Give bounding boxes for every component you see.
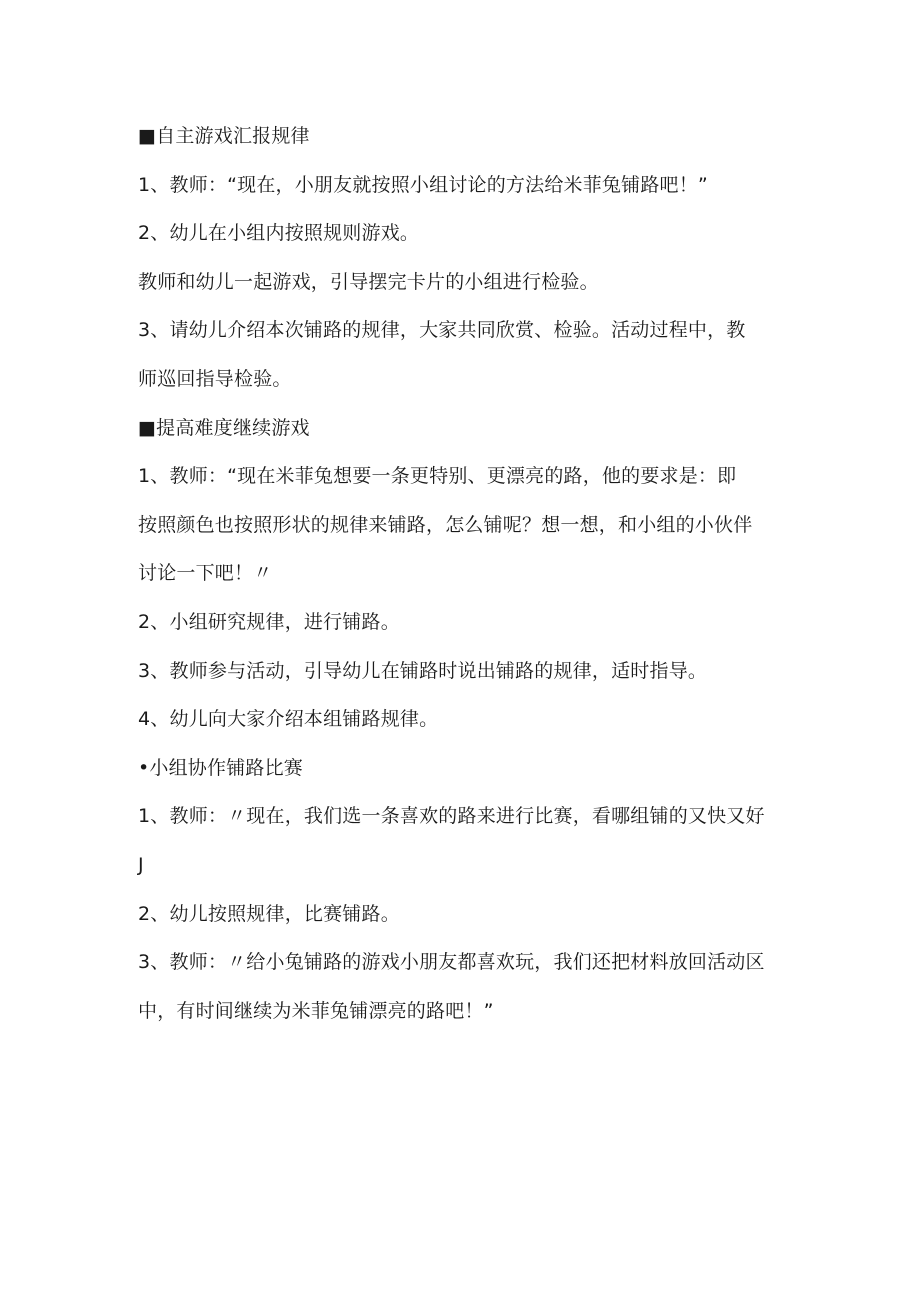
step-1-competition-instruction: 1、教师：〃现在，我们选一条喜欢的路来进行比赛，看哪组铺的又快又好 xyxy=(138,805,765,828)
step-1-teacher-request: 1、教师：“现在米菲兔想要一条更特别、更漂亮的路，他的要求是：即 xyxy=(138,465,737,488)
section-heading-increase-difficulty: ■提高难度继续游戏 xyxy=(138,416,310,439)
teacher-guidance-text: 教师和幼儿一起游戏，引导摆完卡片的小组进行检验。 xyxy=(138,270,599,293)
section-heading-autonomous-game: ■自主游戏汇报规律 xyxy=(138,125,310,147)
step-2-competition: 2、幼儿按照规律，比赛铺路。 xyxy=(138,902,400,925)
step-3-closing-remarks: 3、教师：〃给小兔铺路的游戏小朋友都喜欢玩，我们还把材料放回活动区 xyxy=(138,951,765,974)
step-3-continuation: 师巡回指导检验。 xyxy=(138,367,292,390)
step-2-group-research: 2、小组研究规律，进行铺路。 xyxy=(138,610,400,633)
step-1-continuation-b: 讨论一下吧！〃 xyxy=(138,562,273,585)
step-2-group-play: 2、幼儿在小组内按照规则游戏。 xyxy=(138,222,420,245)
step-3-introduce-pattern: 3、请幼儿介绍本次铺路的规律，大家共同欣赏、检验。活动过程中，教 xyxy=(138,319,746,342)
step-3-teacher-participate: 3、教师参与活动，引导幼儿在铺路时说出铺路的规律，适时指导。 xyxy=(138,659,708,682)
step-1-continuation-a: 按照颜色也按照形状的规律来铺路，怎么铺呢？想一想，和小组的小伙伴 xyxy=(138,513,753,536)
step-4-child-introduce: 4、幼儿向大家介绍本组铺路规律。 xyxy=(138,708,439,731)
section-heading-group-competition: •小组协作铺路比赛 xyxy=(138,756,304,779)
step-1-competition-continuation: J xyxy=(138,853,144,876)
step-3-closing-continuation: 中，有时间继续为米菲兔铺漂亮的路吧！” xyxy=(138,999,494,1022)
document-body xyxy=(138,112,798,1035)
step-1-teacher-instruction: 1、教师：“现在，小朋友就按照小组讨论的方法给米菲兔铺路吧！” xyxy=(138,173,708,196)
